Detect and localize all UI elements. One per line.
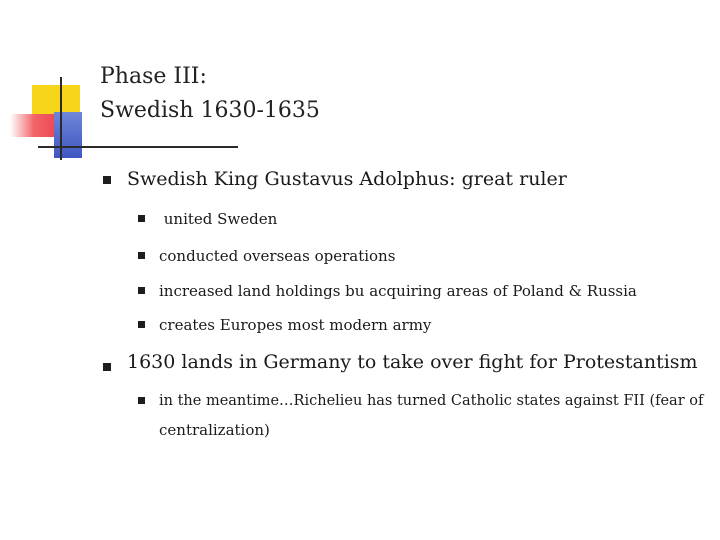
bullet-square-icon	[103, 363, 111, 371]
sub-bullet-text-line-1: in the meantime…Richelieu has turned Catholic states against FII (fear of	[159, 393, 704, 409]
sub-bullet-square-icon	[138, 321, 145, 328]
sub-bullet-square-icon	[138, 287, 145, 294]
sub-bullet-text: creates Europes most modern army	[159, 316, 432, 334]
sub-bullet-text-line-2: centralization)	[159, 421, 270, 439]
sub-bullet-square-icon	[138, 397, 145, 404]
decorative-horizontal-line	[38, 146, 238, 148]
sub-bullet-square-icon	[138, 252, 145, 259]
decorative-blue-square	[54, 112, 82, 158]
title-line-1: Phase III:	[100, 64, 207, 89]
sub-bullet-text: conducted overseas operations	[159, 247, 396, 265]
sub-bullet-square-icon	[138, 215, 145, 222]
bullet-square-icon	[103, 176, 111, 184]
slide-title	[100, 60, 320, 128]
sub-bullet-text: united Sweden	[159, 210, 278, 228]
bullet-text: Swedish King Gustavus Adolphus: great ruler	[127, 168, 567, 190]
sub-bullet-text: increased land holdings bu acquiring areas of Poland & Russia	[159, 282, 637, 300]
bullet-text: 1630 lands in Germany to take over fight for Protestantism	[127, 351, 698, 373]
decorative-red-bar	[10, 114, 54, 137]
title-line-2: Swedish 1630-1635	[100, 98, 320, 123]
